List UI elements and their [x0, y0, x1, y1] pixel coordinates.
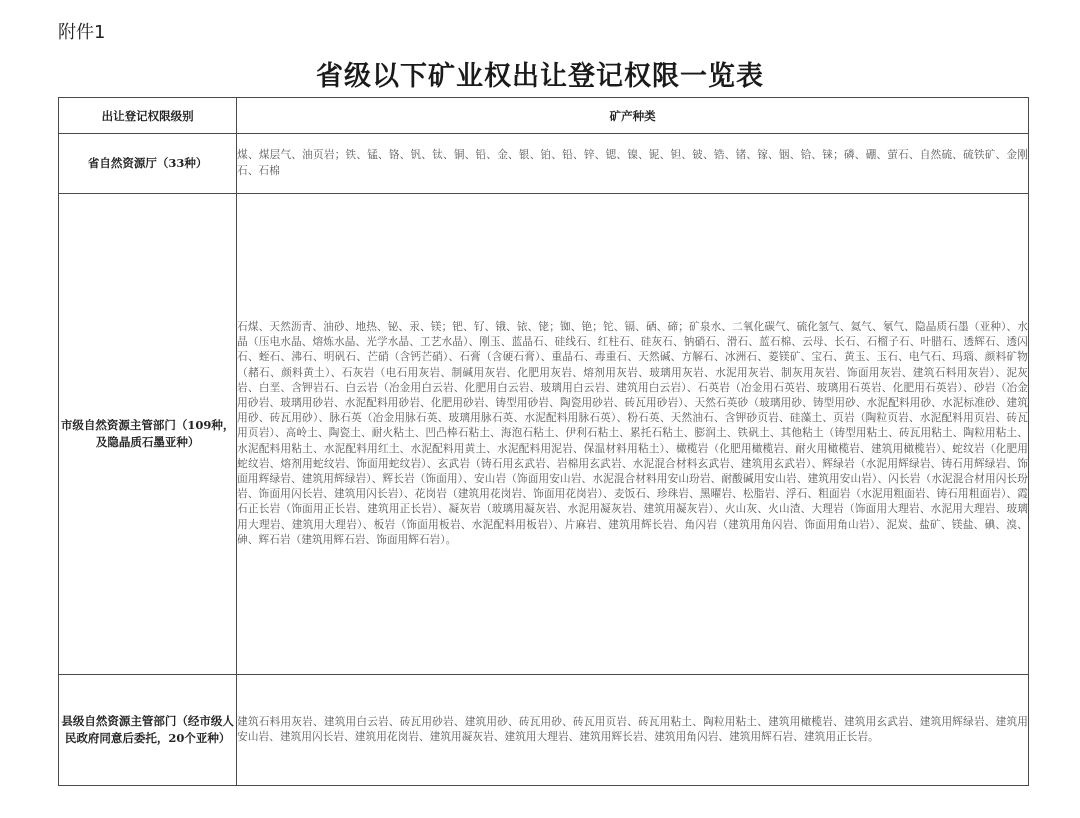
minerals-municipal: 石煤、天然沥青、油砂、地热、铋、汞、镁；钯、钌、锇、铱、铑；铷、铯；铊、镉、硒、碲；矿泉水、二氧化碳气、硫化氢气、氦气、氡气、隐晶质石墨（亚种）、水晶（压电水晶、熔炼水晶、光学水晶、工艺水晶）、刚玉、蓝晶石、硅线石、红柱石、硅灰石、钠硝石、滑石、蓝石棉、云母、长石、石榴子石、叶腊石、透辉石、透闪石、蛭石、沸石、明矾石、芒硝（含钙芒硝）、石膏（含硬石膏）、重晶石、毒重石、天然碱、方解石、冰洲石、菱镁矿、宝石、黄玉、玉石、电气石、玛瑙、颜料矿物（赭石、颜料黄土）、石灰岩（电石用灰岩、制碱用灰岩、化肥用灰岩、熔剂用灰岩、玻璃用灰岩、水泥用灰岩、制灰用灰岩、饰面用灰岩、建筑石料用灰岩）、泥灰岩、白垩、含钾岩石、白云岩（冶金用白云岩、化肥用白云岩、玻璃用白云岩、建筑用白云岩）、石英岩（冶金用石英岩、玻璃用石英岩、化肥用石英岩）、砂岩（冶金用砂岩、玻璃用砂岩、水泥配料用砂岩、化肥用砂岩、铸型用砂岩、陶瓷用砂岩、砖瓦用砂岩）、天然石英砂（玻璃用砂、铸型用砂、水泥配料用砂、水泥标准砂、建筑用砂、砖瓦用砂）、脉石英（冶金用脉石英、玻璃用脉石英、水泥配料用脉石英）、粉石英、天然油石、含钾砂页岩、硅藻土、页岩（陶粒页岩、水泥配料用页岩、砖瓦用页岩）、高岭土、陶瓷土、耐火粘土、凹凸棒石粘土、海泡石粘土、伊利石粘土、累托石粘土、膨润土、铁矾土、其他粘土（铸型用粘土、砖瓦用粘土、陶粒用粘土、水泥配料用粘土、水泥配料用红土、水泥配料用黄土、水泥配料用泥岩、保温材料用粘土）、橄榄岩（化肥用橄榄岩、耐火用橄榄岩、建筑用橄榄岩）、蛇纹岩（化肥用蛇纹岩、熔剂用蛇纹岩、饰面用蛇纹岩）、玄武岩（铸石用玄武岩、岩棉用玄武岩、水泥混合材料玄武岩、建筑用玄武岩）、辉绿岩（水泥用辉绿岩、铸石用辉绿岩、饰面用辉绿岩、建筑用辉绿岩）、辉长岩（饰面用）、安山岩（饰面用安山岩、水泥混合材料用安山玢岩、耐酸碱用安山岩、建筑用安山岩）、闪长岩（水泥混合材用闪长玢岩、饰面用闪长岩、建筑用闪长岩）、花岗岩（建筑用花岗岩、饰面用花岗岩）、麦饭石、珍珠岩、黑曜岩、松脂岩、浮石、粗面岩（水泥用粗面岩、铸石用粗面岩）、霞石正长岩（饰面用正长岩、建筑用正长岩）、凝灰岩（玻璃用凝灰岩、水泥用凝灰岩、建筑用凝灰岩）、火山灰、火山渣、大理岩（饰面用大理岩、水泥用大理岩、玻璃用大理岩、建筑用大理岩）、板岩（饰面用板岩、水泥配料用板岩）、片麻岩、建筑用辉长岩、角闪岩（建筑用角闪岩、饰面用角山岩）、泥炭、盐矿、镁盐、碘、溴、砷、辉石岩（建筑用辉石岩、饰面用辉石岩）。 — [237, 194, 1029, 675]
table-header-row — [59, 98, 1029, 134]
table-row — [59, 134, 1029, 194]
authority-table — [58, 97, 1029, 786]
header-minerals: 矿产种类 — [237, 98, 1029, 134]
table-row — [59, 675, 1029, 786]
level-municipal: 市级自然资源主管部门（109种，及隐晶质石墨亚种） — [59, 194, 237, 675]
minerals-provincial: 煤、煤层气、油页岩；铁、锰、铬、钒、钛、铜、铅、金、银、铂、铅、锌、锶、镍、铌、钽、铍、锆、锗、镓、铟、铪、铼；磷、硼、萤石、自然硫、硫铁矿、金刚石、石棉 — [237, 134, 1029, 194]
table-row — [59, 194, 1029, 675]
minerals-county: 建筑石料用灰岩、建筑用白云岩、砖瓦用砂岩、建筑用砂、砖瓦用砂、砖瓦用页岩、砖瓦用粘土、陶粒用粘土、建筑用橄榄岩、建筑用玄武岩、建筑用辉绿岩、建筑用安山岩、建筑用闪长岩、建筑用花岗岩、建筑用凝灰岩、建筑用大理岩、建筑用辉长岩、建筑用角闪岩、建筑用辉石岩、建筑用正长岩。 — [237, 675, 1029, 786]
header-level: 出让登记权限级别 — [59, 98, 237, 134]
level-county: 县级自然资源主管部门（经市级人民政府同意后委托，20个亚种） — [59, 675, 237, 786]
attachment-label: 附件1 — [58, 22, 106, 43]
document-title: 省级以下矿业权出让登记权限一览表 — [316, 61, 764, 92]
level-provincial: 省自然资源厅（33种） — [59, 134, 237, 194]
